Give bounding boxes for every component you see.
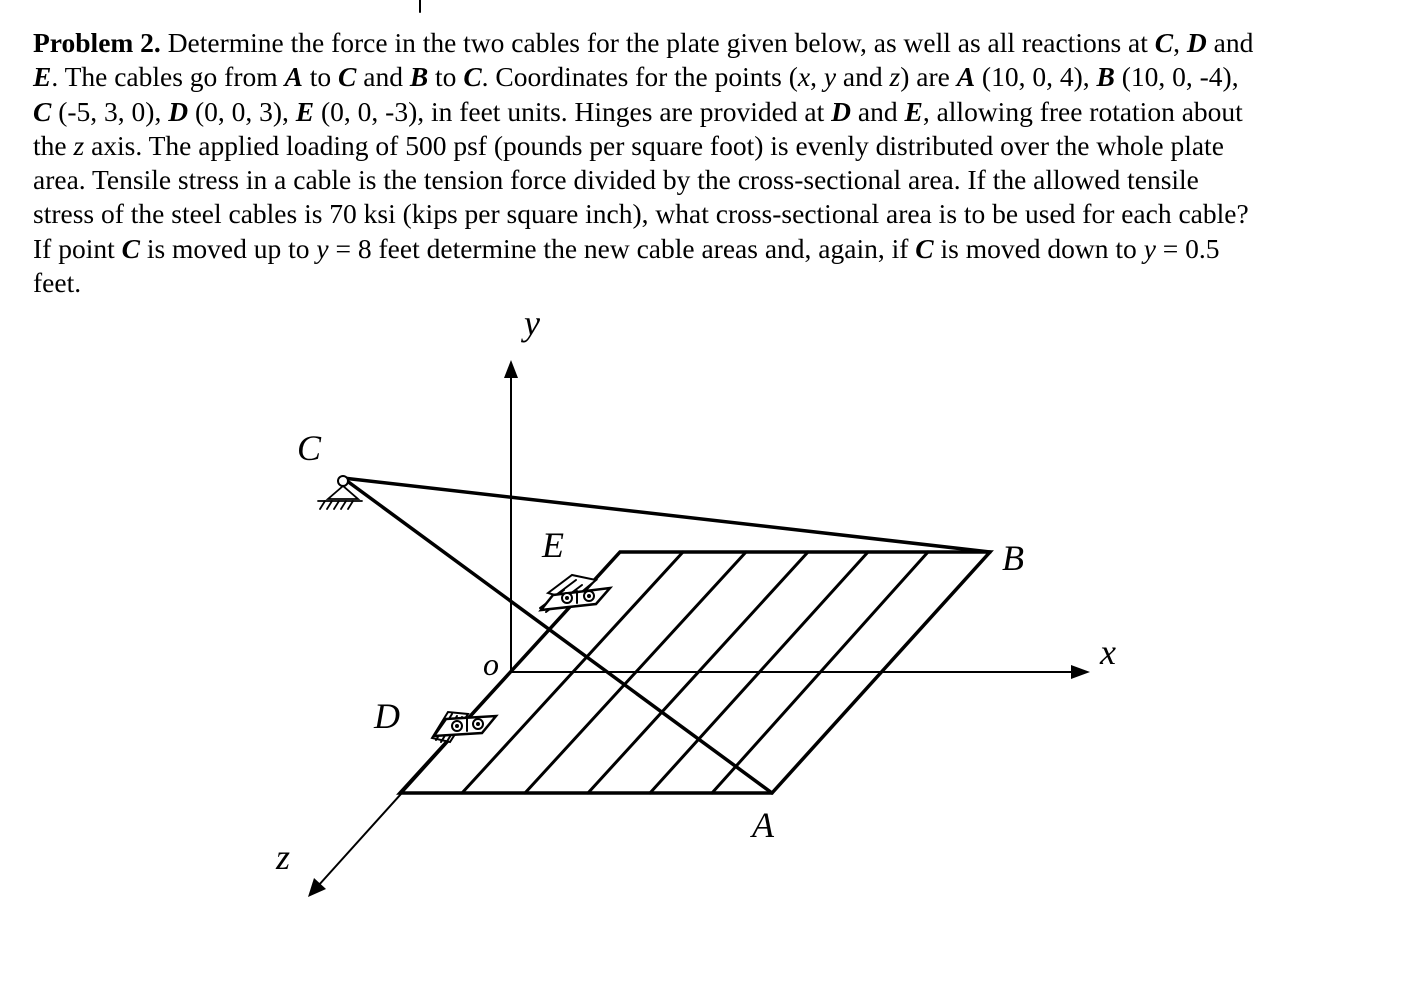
label-B: B: [1002, 538, 1024, 578]
problem-line-2: E. The cables go from A to C and B to C. Coordinates for the points (x, y and z) are A (10, 0, 4), B (10, 0, -4),: [33, 61, 1239, 93]
y-axis-arrowhead: [504, 360, 518, 378]
label-A: A: [752, 805, 774, 845]
problem-line-4: the z axis. The applied loading of 500 psf (pounds per square foot) is evenly distributed over the whole plate: [33, 129, 1224, 161]
problem-line-1: Problem 2. Determine the force in the two cables for the plate given below, as well as all reactions at C, D and: [33, 27, 1254, 58]
label-z: z: [276, 837, 291, 877]
cable-BC: [343, 478, 990, 552]
label-x: x: [1100, 632, 1116, 672]
label-C: C: [297, 428, 322, 468]
hinge-E: [540, 575, 610, 612]
label-y: y: [524, 303, 540, 343]
label-origin: o: [483, 646, 499, 682]
problem-line-8: feet.: [33, 267, 82, 299]
hinge-D: [432, 712, 496, 743]
problem-line-6: stress of the steel cables is 70 ksi (kips per square inch), what cross-sectional area is to be used for each cable?: [33, 198, 1249, 230]
problem-line-5: area. Tensile stress in a cable is the tension force divided by the cross-sectional area. If the allowed tensile: [33, 164, 1199, 196]
label-E: E: [542, 525, 564, 565]
label-D: D: [374, 696, 400, 736]
problem-heading: Problem 2.: [33, 27, 161, 58]
problem-line-3: C (-5, 3, 0), D (0, 0, 3), E (0, 0, -3), in feet units. Hinges are provided at D and E, allowing free rotation about: [33, 95, 1243, 127]
problem-line-7: If point C is moved up to y = 8 feet determine the new cable areas and, again, if C is moved down to y = 0.5: [33, 232, 1220, 264]
x-axis-arrowhead: [1071, 665, 1090, 679]
